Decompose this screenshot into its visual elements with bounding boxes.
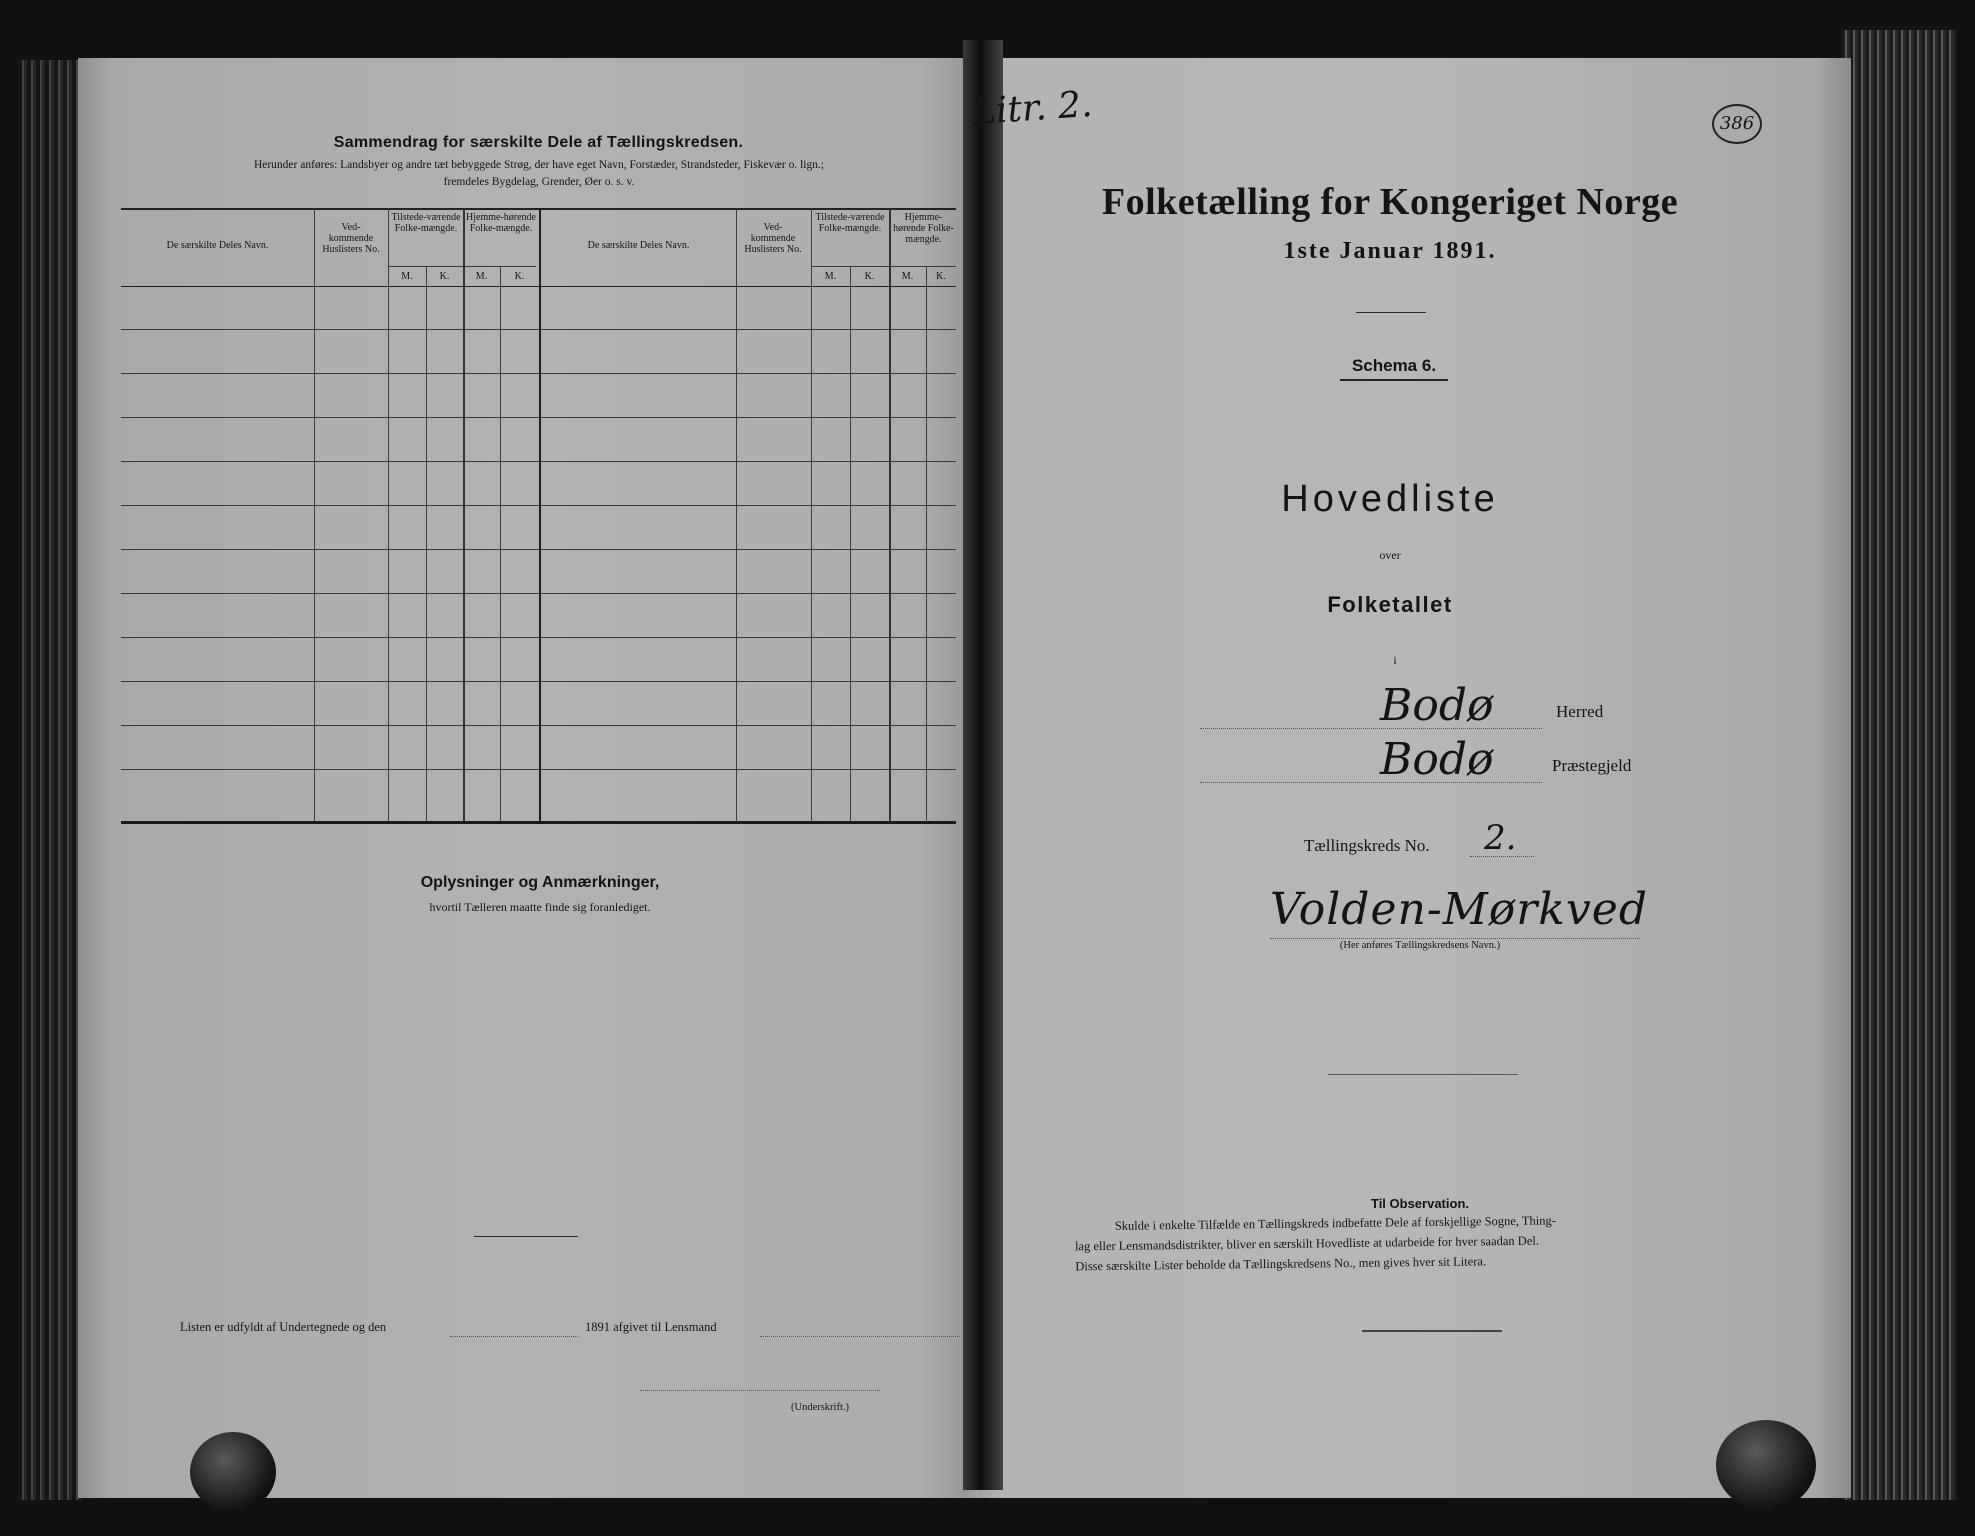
page-number-stamp: 386 [1712,104,1762,144]
kreds-value: 2. [1484,818,1517,858]
header-k: K. [514,271,525,282]
header-hjemme-2: Hjemme-hørende Folke-mængde. [893,212,954,245]
thumb-right [1716,1420,1816,1510]
kreds-label: Tællingskreds No. [1304,836,1430,855]
observation-line1: Skulde i enkelte Tilfælde en Tællingskreds indbefatte Dele af forskjellige Sogne, Thing- [1114,1213,1556,1233]
header-tilstede-2: Tilstede-værende Folke-mængde. [815,212,885,234]
header-name-1: De særskilte Deles Navn. [166,240,269,251]
column-divider [889,208,891,822]
divider [1328,1074,1518,1075]
herred-value: Bodø [1380,680,1494,731]
header-m: M. [401,271,413,282]
column-divider-center [539,208,541,822]
column-divider [314,208,315,822]
footer-left-text: Listen er udfyldt af Undertegnede og den [180,1320,387,1334]
kreds-name-label: (Her anføres Tællingskredsens Navn.) [1339,940,1501,951]
prestegjeld-label: Præstegjeld [1552,756,1632,775]
kreds-name-fill-line [1270,938,1640,939]
census-date: 1ste Januar 1891. [1283,238,1497,264]
observation-line3: Disse særskilte Lister beholde da Tællingskredsens No., men gives hver sit Litera. [1075,1254,1487,1274]
divider [1362,1330,1502,1332]
over-label: over [1379,548,1401,562]
date-fill-line [450,1336,578,1337]
header-m: M. [475,271,488,282]
header-huslister-2: Ved-kommende Huslisters No. [744,222,802,255]
folketallet-heading: Folketallet [1327,592,1453,617]
book-spine [963,40,1003,1490]
header-hjemme-1: Hjemme-hørende Folke-mængde. [466,212,536,234]
summary-intro-line2: fremdeles Bygdelag, Grender, Øer o. s. v. [443,176,635,188]
header-name-2: De særskilte Deles Navn. [587,240,690,251]
column-divider [736,208,737,822]
litra-handwritten: Litr. 2. [970,83,1094,134]
summary-table [121,208,956,822]
column-divider [463,208,465,822]
summary-title: Sammendrag for særskilte Dele af Tællingskredsen. [333,134,744,151]
hovedliste-heading: Hovedliste [1281,478,1499,520]
summary-intro [118,157,960,191]
header-m: M. [901,271,914,282]
header-k: K. [439,271,450,282]
column-divider [850,266,851,822]
observation-text [1075,1208,1786,1277]
lensmand-fill-line [760,1336,960,1337]
column-divider [500,266,501,822]
header-m: M. [824,271,837,282]
observation-title: Til Observation. [1370,1196,1469,1211]
herred-fill-line [1200,728,1542,729]
book-edge-right [1842,30,1957,1500]
divider [1356,312,1426,313]
notes-title: Oplysninger og Anmærkninger, [420,874,660,891]
prestegjeld-fill-line [1200,782,1542,783]
observation-line2: lag eller Lensmandsdistrikter, bliver en særskilt Hovedliste at udarbeide for hver saadan Del. [1074,1233,1540,1254]
notes-subtitle: hvortil Tælleren maatte finde sig foranlediget. [429,900,651,914]
subheader-line-1 [388,266,536,267]
thumb-left [190,1432,276,1512]
subheader-line-2 [811,266,956,267]
signature-fill-line [640,1390,880,1391]
census-title: Folketælling for Kongeriget Norge [1101,181,1679,223]
column-divider [388,208,389,822]
header-huslister-1: Ved-kommende Huslisters No. [322,222,380,255]
summary-intro-line1: Herunder anføres: Landsbyer og andre tæt bebyggede Strøg, der have eget Navn, Forstæder, Strandsteder, Fiskevær o. lign.; [253,159,825,171]
divider [474,1236,578,1237]
kreds-name: Volden-Mørkved [1270,884,1649,935]
column-divider [926,266,927,822]
footer-mid-text: 1891 afgivet til Lensmand [585,1320,717,1334]
header-k: K. [936,271,946,282]
prestegjeld-value: Bodø [1380,734,1494,785]
kreds-fill-line [1470,856,1534,857]
column-divider [426,266,427,822]
book-edge-left [18,60,82,1500]
header-tilstede-1: Tilstede-værende Folke-mængde. [391,212,461,234]
i-label: i [1393,653,1397,667]
herred-label: Herred [1556,702,1604,721]
column-divider [811,208,812,822]
schema-label: Schema 6. [1340,356,1448,381]
header-k: K. [864,271,875,282]
signature-label: (Underskrift.) [790,1402,850,1413]
